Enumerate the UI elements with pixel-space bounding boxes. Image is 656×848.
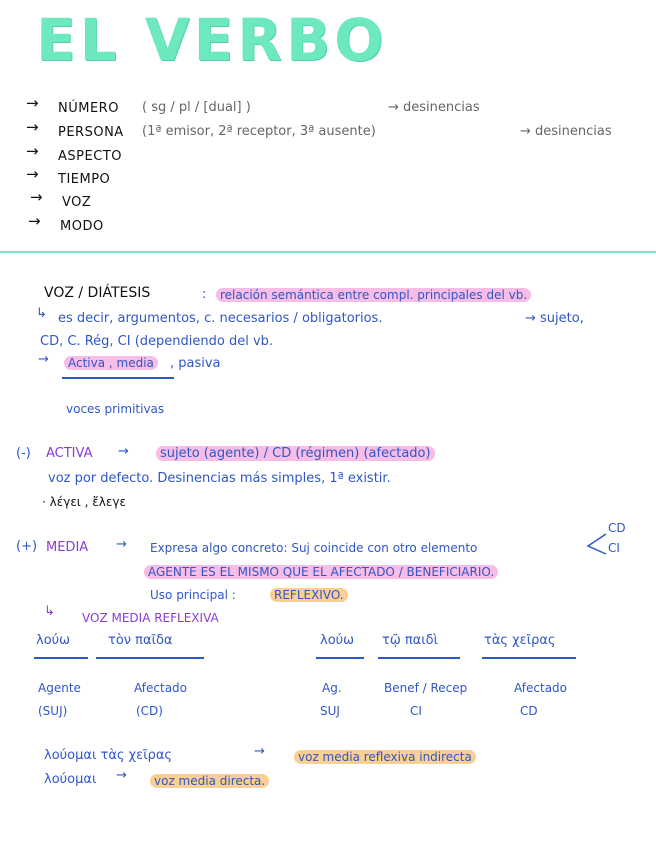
voices-highlight: Activa , media [64, 356, 158, 370]
voz-line2-result: → sujeto, [525, 311, 584, 326]
voices-rest: , pasiva [170, 356, 221, 371]
arrow-icon: → [254, 744, 265, 759]
example-label: CI [410, 704, 422, 718]
greek-word: τὰς χεῖρας [484, 633, 556, 648]
activa-highlight: sujeto (agente) / CD (régimen) (afectado) [156, 446, 435, 461]
branch-lines [584, 530, 608, 558]
media-branch-bottom: CI [608, 541, 620, 555]
hook-arrow-icon: ↳ [36, 306, 47, 321]
media-uso: Uso principal : [150, 588, 236, 602]
arrow-icon: → [38, 352, 49, 367]
overview-label: TIEMPO [58, 172, 111, 187]
overview-label: VOZ [62, 195, 92, 210]
example-label: Agente [38, 681, 81, 695]
overview-label: NÚMERO [58, 101, 119, 116]
example-label: Ag. [322, 681, 342, 695]
voz-definition: relación semántica entre compl. principales del vb. [216, 288, 531, 302]
voz-line2: es decir, argumentos, c. necesarios / obligatorios. [58, 311, 383, 326]
overview-result: → desinencias [388, 100, 480, 115]
overview-result: → desinencias [520, 124, 612, 139]
greek-word: τῷ παιδὶ [382, 633, 438, 648]
example-label: Benef / Recep [384, 681, 468, 695]
greek-word: λούω [320, 633, 355, 648]
bracket-underline [378, 657, 460, 659]
overview-label: ASPECTO [58, 149, 122, 164]
media-uso-value: REFLEXIVO. [270, 588, 348, 602]
media-label: MEDIA [46, 540, 89, 555]
example-label: SUJ [320, 704, 340, 718]
media-reflexiva: VOZ MEDIA REFLEXIVA [82, 611, 219, 625]
greek-phrase: λούομαι τὰς χεῖρας [44, 748, 173, 763]
arrow-icon: → [26, 165, 39, 183]
voz-line3: CD, C. Rég, CI (dependiendo del vb. [40, 334, 274, 349]
media-marker: (+) [16, 539, 38, 554]
media-branch-top: CD [608, 521, 626, 535]
bracket-underline [482, 657, 576, 659]
example-label: Afectado [134, 681, 188, 695]
arrow-icon: → [30, 188, 43, 206]
overview-label: MODO [60, 219, 104, 234]
example-label: Afectado [514, 681, 568, 695]
bottom-highlight: voz media reflexiva indirecta [294, 750, 476, 764]
activa-marker: (-) [16, 446, 31, 461]
example-label: (SUJ) [38, 704, 68, 718]
example-label: CD [520, 704, 538, 718]
bottom-highlight: voz media directa. [150, 774, 269, 788]
arrow-icon: → [28, 212, 41, 230]
activa-greek: · λέγει , ἔλεγε [42, 495, 126, 509]
media-line1: Expresa algo concreto: Suj coincide con otro elemento [150, 541, 478, 555]
bracket-underline [62, 377, 174, 379]
hook-arrow-icon: ↳ [44, 604, 55, 619]
section-divider [0, 251, 656, 253]
arrow-icon: → [26, 118, 39, 136]
bracket-underline [316, 657, 364, 659]
arrow-icon: → [118, 444, 129, 459]
arrow-icon: → [26, 94, 39, 112]
arrow-icon: → [116, 537, 127, 552]
activa-line2: voz por defecto. Desinencias más simples, 1ª existir. [48, 471, 391, 486]
arrow-icon: → [116, 768, 127, 783]
voz-colon: : [202, 287, 207, 302]
bracket-underline [96, 657, 204, 659]
bracket-underline [34, 657, 88, 659]
voces-primitivas: voces primitivas [66, 402, 165, 416]
activa-label: ACTIVA [46, 446, 93, 461]
overview-detail: ( sg / pl / [dual] ) [142, 100, 251, 115]
greek-phrase: λούομαι [44, 772, 97, 787]
overview-detail: (1ª emisor, 2ª receptor, 3ª ausente) [142, 124, 376, 139]
overview-label: PERSONA [58, 125, 124, 140]
example-label: (CD) [136, 704, 163, 718]
page-title: EL VERBO [36, 6, 388, 74]
greek-word: λούω [36, 633, 71, 648]
voz-heading: VOZ / DIÁTESIS [44, 285, 151, 301]
greek-word: τὸν παῖδα [108, 633, 173, 648]
media-highlight: AGENTE ES EL MISMO QUE EL AFECTADO / BENEFICIARIO. [144, 565, 498, 579]
arrow-icon: → [26, 142, 39, 160]
